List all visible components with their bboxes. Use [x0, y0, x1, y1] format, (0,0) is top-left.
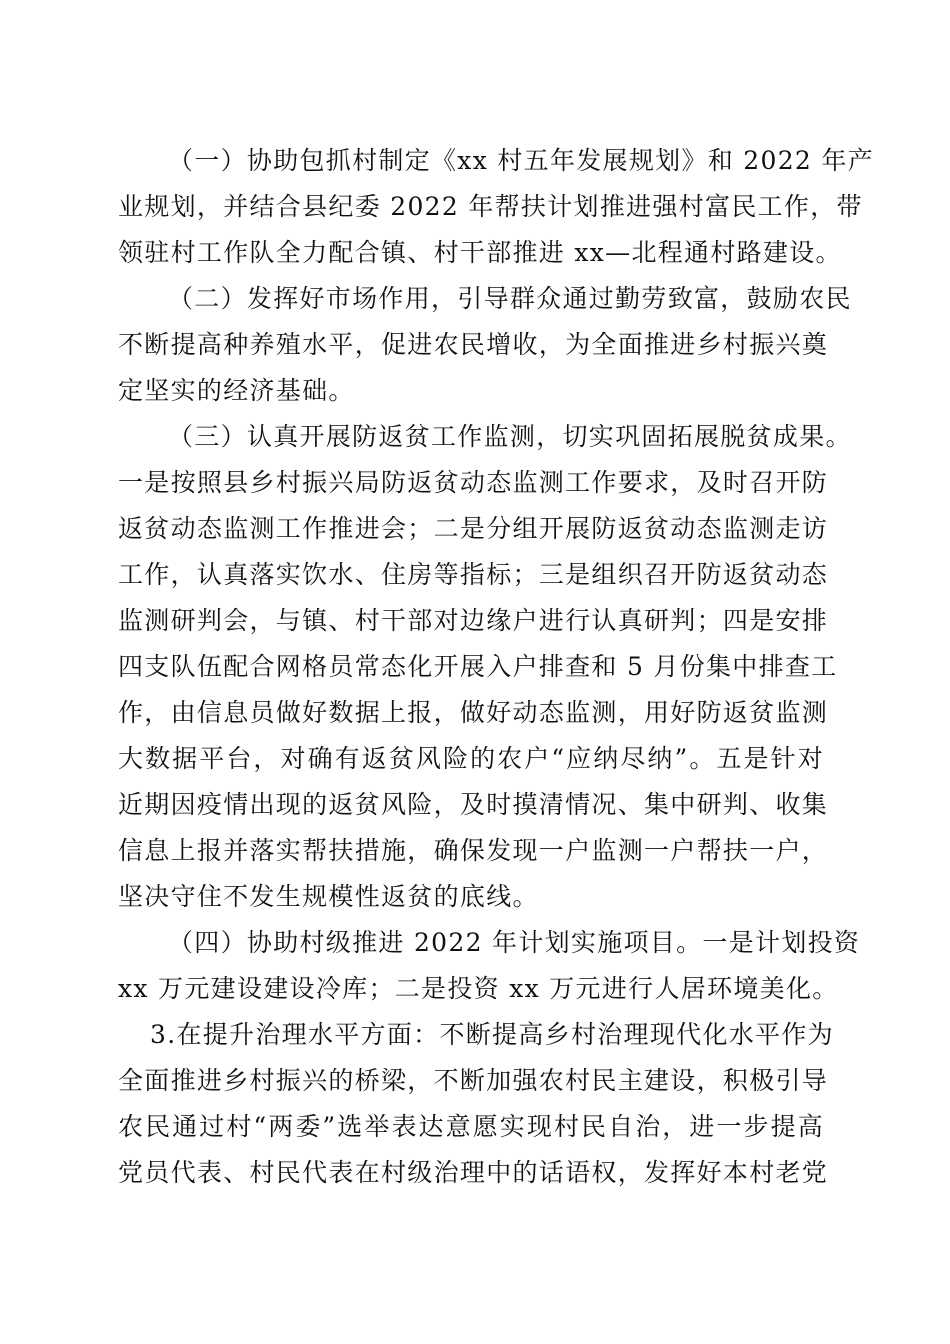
- text-line: 坚决守住不发生规模性返贫的底线。: [118, 882, 539, 911]
- text-line: （二）发挥好市场作用，引导群众通过勤劳致富，鼓励农民: [168, 284, 852, 313]
- text-line: （三）认真开展防返贫工作监测，切实巩固拓展脱贫成果。: [168, 422, 852, 451]
- text-line: 大数据平台，对确有返贫风险的农户“应纳尽纳”。五是针对: [118, 744, 824, 773]
- text-line: 3.在提升治理水平方面：不断提高乡村治理现代化水平作为: [150, 1020, 834, 1049]
- text-line: 党员代表、村民代表在村级治理中的话语权，发挥好本村老党: [118, 1158, 829, 1187]
- text-line: 不断提高种养殖水平，促进农民增收，为全面推进乡村振兴奠: [118, 330, 829, 359]
- text-line: （一）协助包抓村制定《xx 村五年发展规划》和 2022 年产: [168, 146, 874, 175]
- paragraph-village-projects: [118, 920, 861, 1012]
- text-line: 近期因疫情出现的返贫风险，及时摸清情况、集中研判、收集: [118, 790, 829, 819]
- text-line: 作，由信息员做好数据上报，做好动态监测，用好防返贫监测: [118, 698, 829, 727]
- text-line: 定坚实的经济基础。: [118, 376, 355, 405]
- text-line: xx 万元建设建设冷库；二是投资 xx 万元进行人居环境美化。: [118, 974, 839, 1003]
- text-line: 领驻村工作队全力配合镇、村干部推进 xx—北程通村路建设。: [118, 238, 842, 267]
- text-line: 工作，认真落实饮水、住房等指标；三是组织召开防返贫动态: [118, 560, 829, 589]
- paragraph-governance: [118, 1012, 834, 1196]
- paragraph-market-role: [118, 276, 852, 414]
- text-line: 返贫动态监测工作推进会；二是分组开展防返贫动态监测走访: [118, 514, 829, 543]
- text-line: （四）协助村级推进 2022 年计划实施项目。一是计划投资: [168, 928, 861, 957]
- paragraph-assist-village-planning: [118, 138, 874, 276]
- paragraph-poverty-monitoring: [118, 414, 852, 920]
- text-line: 全面推进乡村振兴的桥梁，不断加强农村民主建设，积极引导: [118, 1066, 829, 1095]
- text-line: 四支队伍配合网格员常态化开展入户排查和 5 月份集中排查工: [118, 652, 838, 681]
- text-line: 一是按照县乡村振兴局防返贫动态监测工作要求，及时召开防: [118, 468, 829, 497]
- text-line: 农民通过村“两委”选举表达意愿实现村民自治，进一步提高: [118, 1112, 824, 1141]
- text-line: 信息上报并落实帮扶措施，确保发现一户监测一户帮扶一户，: [118, 836, 829, 865]
- document-body: [118, 138, 874, 1196]
- text-line: 业规划，并结合县纪委 2022 年帮扶计划推进强村富民工作，带: [118, 192, 863, 221]
- text-line: 监测研判会，与镇、村干部对边缘户进行认真研判；四是安排: [118, 606, 829, 635]
